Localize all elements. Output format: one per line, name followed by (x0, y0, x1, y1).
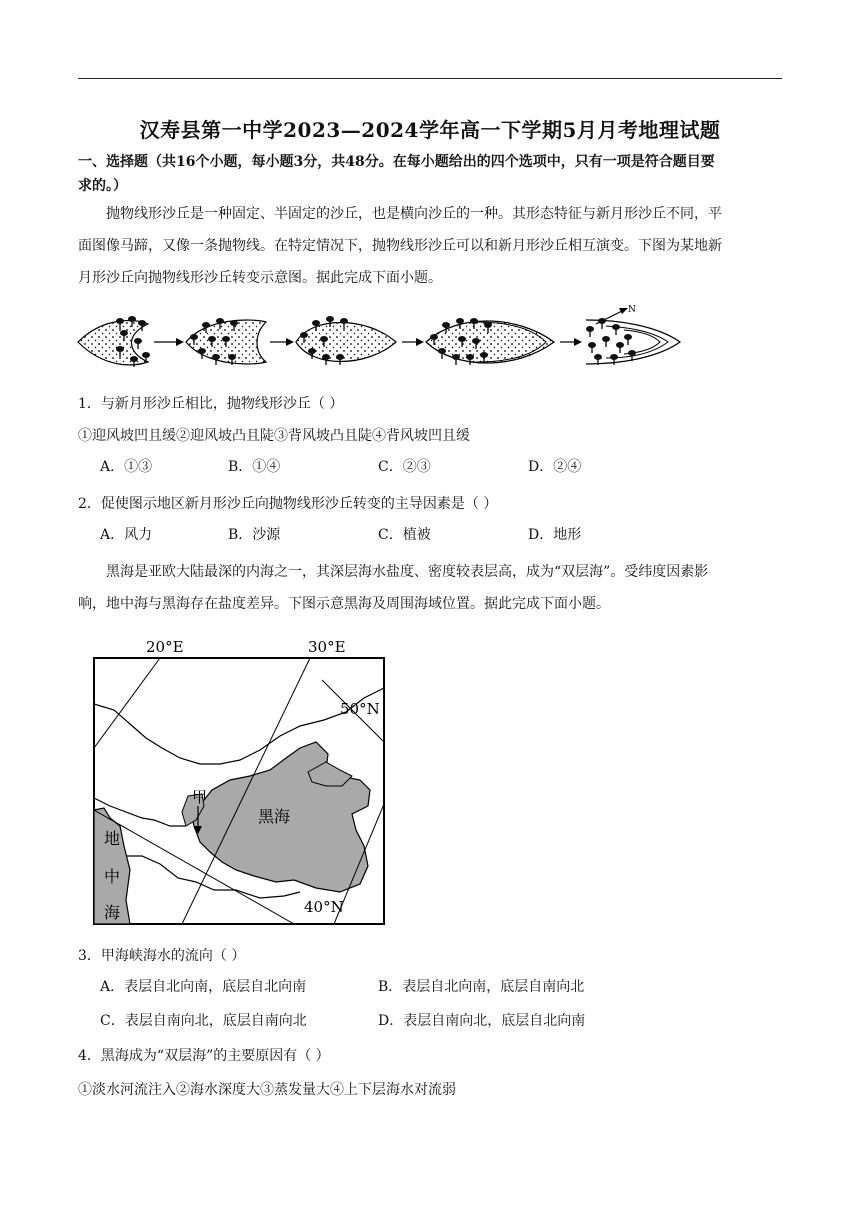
q4-items: ①淡水河流注入②海水深度大③蒸发量大④上下层海水对流弱 (78, 1082, 456, 1098)
header-rule (78, 78, 782, 79)
q2-options (0, 524, 860, 554)
q1-options (0, 456, 860, 486)
passage2-line1: 黑海是亚欧大陆最深的内海之一，其深层海水盐度、密度较表层高，成为“双层海”。受纬度因素影 (106, 564, 709, 580)
q1-option-a[interactable]: A．①③ (100, 459, 153, 475)
q2-option-d[interactable]: D．地形 (528, 527, 582, 543)
passage2-line2: 响，地中海与黑海存在盐度差异。下图示意黑海及周围海域位置。据此完成下面小题。 (78, 596, 610, 612)
q1-stem: 1．与新月形沙丘相比，抛物线形沙丘（ ） (78, 396, 344, 412)
dune-stage-3 (296, 316, 396, 365)
lat-40-label: 40°N (304, 898, 344, 916)
dune-stage-2 (186, 318, 266, 365)
section-heading-line1: 一、选择题（共16个小题，每小题3分，共48分。在每小题给出的四个选项中，只有一项是符合题目要 (78, 154, 715, 170)
dune-stage-4 (426, 318, 554, 365)
q3-option-a[interactable]: A．表层自北向南，底层自北向南 (100, 979, 307, 995)
q3-option-c[interactable]: C．表层自南向北，底层自南向北 (100, 1013, 307, 1029)
q2-option-c[interactable]: C．植被 (378, 527, 431, 543)
med-label-3: 海 (104, 903, 121, 922)
q1-items: ①迎风坡凹且缓②迎风坡凸且陡③背风坡凸且陡④背风坡凹且缓 (78, 428, 470, 444)
passage1-line2: 面图像马蹄，又像一条抛物线。在特定情况下，抛物线形沙丘可以和新月形沙丘相互演变。下图为某地新 (78, 238, 722, 254)
dune-stage-5 (586, 318, 680, 365)
q3-option-d[interactable]: D．表层自南向北，底层自北向南 (378, 1013, 586, 1029)
q2-option-a[interactable]: A．风力 (100, 527, 153, 543)
q3-options-row1 (0, 976, 860, 1006)
q1-option-d[interactable]: D．②④ (528, 459, 582, 475)
q2-option-b[interactable]: B．沙源 (228, 527, 281, 543)
q1-option-c[interactable]: C．②③ (378, 459, 431, 475)
q4-stem: 4．黑海成为“双层海”的主要原因有（ ） (78, 1048, 330, 1064)
section-heading-line2: 求的。） (78, 178, 127, 194)
med-label-2: 中 (104, 867, 121, 886)
dune-stage-1 (78, 316, 150, 367)
lon-30-label: 30°E (308, 638, 346, 656)
passage1-line3: 月形沙丘向抛物线形沙丘转变示意图。据此完成下面小题。 (78, 270, 442, 286)
passage1-line1: 抛物线形沙丘是一种固定、半固定的沙丘，也是横向沙丘的一种。其形态特征与新月形沙丘不同，平 (106, 206, 722, 222)
lat-50-label: 50°N (340, 700, 380, 718)
q2-stem: 2．促使图示地区新月形沙丘向抛物线形沙丘转变的主导因素是（ ） (78, 496, 498, 512)
north-label: N (628, 305, 636, 315)
strait-jia-label: 甲 (192, 788, 208, 806)
page-title: 汉寿县第一中学2023—2024学年高一下学期5月月考地理试题 (139, 118, 721, 142)
black-sea-label: 黑海 (258, 807, 291, 826)
dune-evolution-figure (76, 300, 686, 375)
lon-20-label: 20°E (146, 638, 184, 656)
q3-option-b[interactable]: B．表层自北向南，底层自南向北 (378, 979, 585, 995)
q1-option-b[interactable]: B．①④ (228, 459, 281, 475)
black-sea-map (90, 630, 390, 930)
q3-stem: 3．甲海峡海水的流向（ ） (78, 948, 246, 964)
q3-options-row2 (0, 1010, 860, 1040)
med-label-1: 地 (104, 829, 121, 848)
